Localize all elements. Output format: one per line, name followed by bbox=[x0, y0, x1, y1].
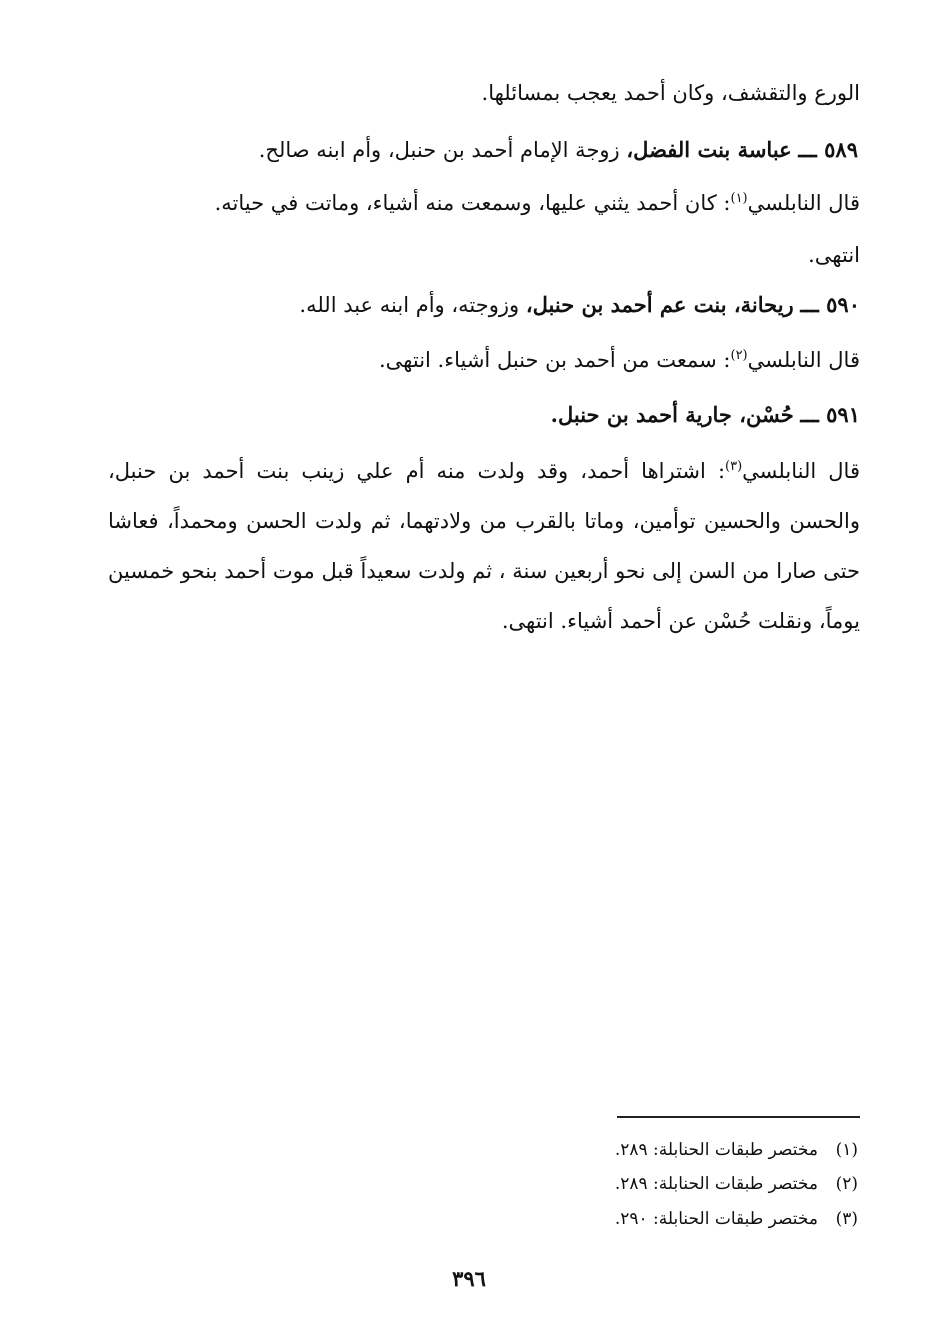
quote-589-speaker: قال النابلسي bbox=[747, 191, 860, 215]
quote-589 bbox=[215, 186, 860, 220]
footnote-1 bbox=[615, 1136, 858, 1164]
footnote-ref-1: (١) bbox=[730, 191, 748, 206]
entry-590 bbox=[299, 288, 860, 322]
footnote-1-text: مختصر طبقات الحنابلة: ٢٨٩. bbox=[614, 1140, 818, 1160]
entry-591 bbox=[551, 398, 860, 432]
quote-590 bbox=[379, 343, 860, 377]
footnote-1-number: (١) bbox=[835, 1140, 858, 1160]
quote-590-speaker: قال النابلسي bbox=[747, 348, 860, 372]
quote-590-text: : سمعت من أحمد بن حنبل أشياء. انتهى. bbox=[379, 348, 731, 372]
footnote-3 bbox=[615, 1205, 858, 1233]
entry-590-rest: وزوجته، وأم ابنه عبد الله. bbox=[299, 293, 520, 317]
quote-591-text: : اشتراها أحمد، وقد ولدت منه أم علي زينب بنت أحمد بن حنبل، والحسن والحسين توأمين، وماتا بالقرب من ولادتهما، ثم ولدت الحسن ومحمداً، فعاشا حتى صارا من السن إلى نحو أربعين سنة ، ثم ولدت سعيداً قبل موت أحمد بنحو خمسين يوماً، ونقلت حُسْن عن أحمد أشياء. انتهى. bbox=[108, 459, 860, 633]
quote-589-end-line bbox=[808, 238, 860, 272]
intro-text: الورع والتقشف، وكان أحمد يعجب بمسائلها. bbox=[481, 81, 860, 105]
entry-591-number: ٥٩١ ـــ bbox=[800, 402, 860, 427]
footnote-ref-3: (٣) bbox=[725, 459, 743, 474]
intro-line bbox=[482, 76, 860, 110]
footnote-separator bbox=[617, 1116, 860, 1118]
entry-589 bbox=[259, 133, 858, 167]
entry-591-name: حُسْن، جارية أحمد بن حنبل. bbox=[550, 402, 794, 427]
entry-590-name: ريحانة، بنت عم أحمد بن حنبل، bbox=[525, 292, 794, 317]
entry-589-name: عباسة بنت الفضل، bbox=[626, 137, 792, 162]
footnote-3-text: مختصر طبقات الحنابلة: ٢٩٠. bbox=[614, 1209, 818, 1229]
footnote-ref-2: (٢) bbox=[730, 348, 748, 363]
entry-589-number: ٥٨٩ ـــ bbox=[798, 137, 858, 162]
footnote-3-number: (٣) bbox=[835, 1209, 858, 1229]
quote-589-end: انتهى. bbox=[808, 243, 860, 267]
footnote-2-text: مختصر طبقات الحنابلة: ٢٨٩. bbox=[614, 1174, 818, 1194]
quote-591-speaker: قال النابلسي bbox=[742, 459, 860, 483]
entry-589-rest: زوجة الإمام أحمد بن حنبل، وأم ابنه صالح. bbox=[258, 138, 620, 162]
quote-591-paragraph bbox=[108, 446, 860, 646]
quote-589-text: : كان أحمد يثني عليها، وسمعت منه أشياء، وماتت في حياته. bbox=[214, 191, 731, 215]
footnote-2 bbox=[615, 1170, 858, 1198]
page-number: ٣٩٦ bbox=[452, 1266, 486, 1291]
footnote-2-number: (٢) bbox=[835, 1174, 858, 1194]
entry-590-number: ٥٩٠ ـــ bbox=[800, 292, 860, 317]
